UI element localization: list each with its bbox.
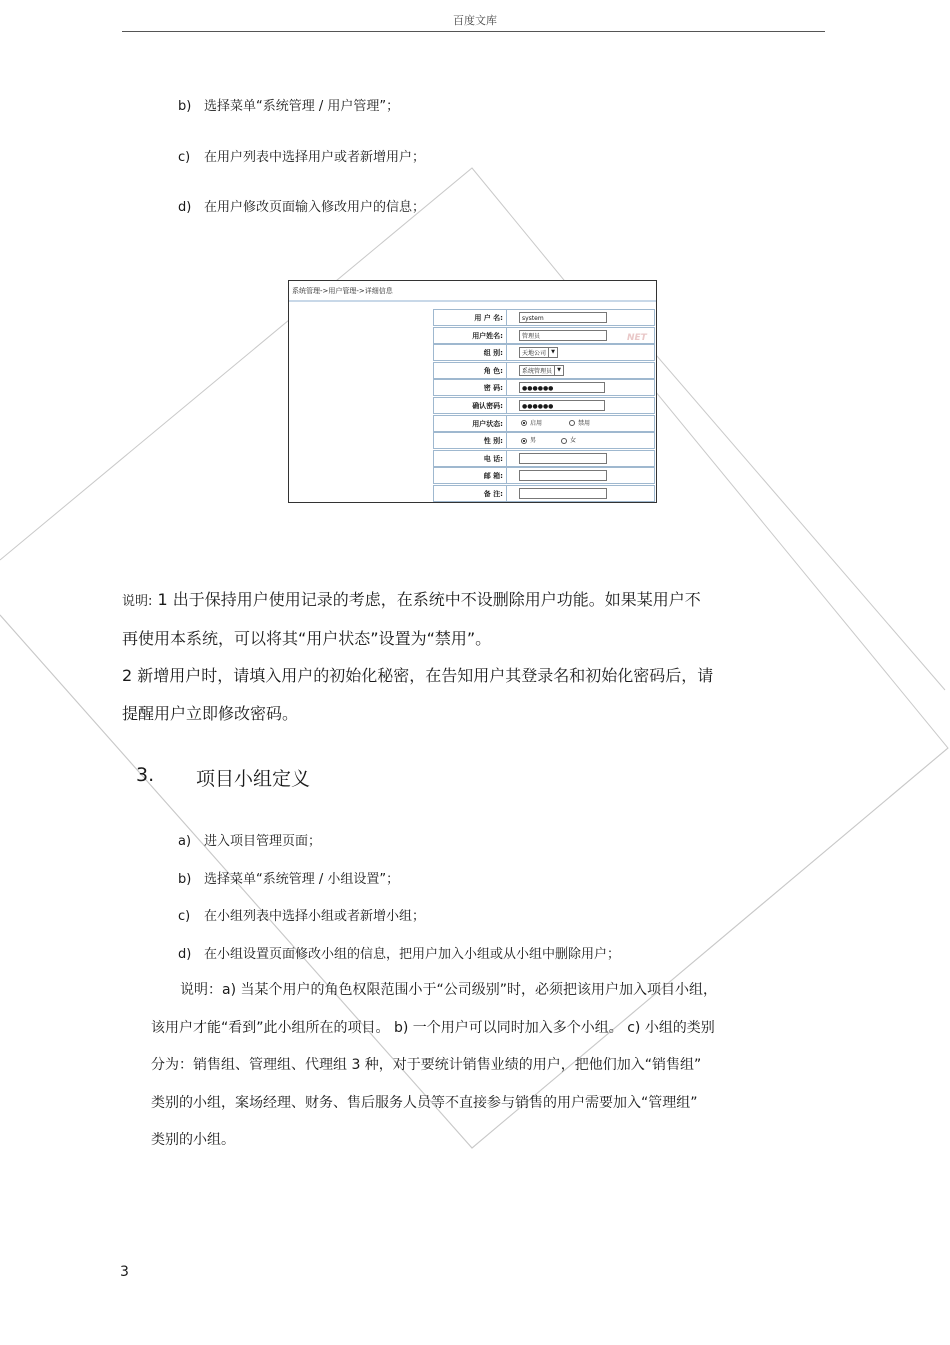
step-text: 选择菜单“系统管理 / 用户管理”； [204,99,400,114]
field-label: 用 户 名: [433,309,507,326]
step-text: 选择菜单“系统管理 / 小组设置”； [204,872,400,887]
remark-input[interactable] [519,488,607,499]
step-text: 在小组设置页面修改小组的信息，把用户加入小组或从小组中删除用户； [204,947,621,962]
step-label: b) [178,99,192,114]
figure-breadcrumb: 系统管理->用户管理->详细信息 [292,287,393,295]
step-label: d) [178,200,192,215]
status-disabled-radio[interactable] [569,418,590,429]
field-row-remark [433,485,655,503]
field-row-group [433,344,655,362]
note-line-3: 分为：销售组、管理组、代理组 3 种，对于要统计销售业绩的用户，把他们加入“销售组” [151,1057,702,1073]
chevron-down-icon: ▼ [548,348,557,357]
gender-male-radio[interactable] [521,435,536,446]
step-label: a) [178,834,192,849]
email-input[interactable] [519,470,607,481]
field-row-username [433,309,655,327]
role-select-value: 系统管理员 [522,367,553,375]
explanation-line-2: 再使用本系统，可以将其“用户状态”设置为“禁用”。 [122,629,492,648]
field-row-email [433,467,655,485]
field-row-phone [433,450,655,468]
radio-label: 男 [530,437,537,445]
step-a-bottom [178,830,321,849]
step-label: d) [178,947,192,962]
explanation-line-1 [122,587,701,610]
field-label: 组 别: [433,344,507,361]
field-label: 用户状态: [433,415,507,432]
radio-unchecked-icon [561,438,567,444]
user-detail-screenshot [288,280,657,503]
section-number: 3. [136,764,155,786]
step-d-bottom [178,943,620,962]
field-row-confirm-password [433,397,655,415]
explanation-line-3: 2 新增用户时，请填入用户的初始化秘密，在告知用户其登录名和初始化密码后，请 [122,666,714,685]
note-line-1: 说明：a) 当某个用户的角色权限范围小于“公司级别”时，必须把该用户加入项目小组， [180,982,717,998]
note-line-4: 类别的小组，案场经理、财务、售后服务人员等不直接参与销售的用户需要加入“管理组” [151,1095,698,1111]
step-b-top [178,95,399,114]
username-input[interactable]: system [519,312,607,323]
step-d-top [178,196,425,215]
radio-label: 禁用 [578,419,591,427]
step-b-bottom [178,868,399,887]
step-label: c) [178,909,191,924]
field-label: 性 别: [433,432,507,449]
role-select[interactable] [519,365,564,376]
field-row-role [433,362,655,380]
explanation-prefix: 说明: [122,594,153,609]
step-label: c) [178,150,191,165]
field-label: 备 注: [433,485,507,502]
note-line-2: 该用户才能“看到”此小组所在的项目。 b) 一个用户可以同时加入多个小组。 c) 小组的类别 [151,1020,715,1036]
field-label: 确认密码: [433,397,507,414]
field-row-password [433,379,655,397]
explanation-line-4: 提醒用户立即修改密码。 [122,704,299,723]
radio-label: 启用 [530,419,543,427]
group-select-value: 天地公司 [522,350,547,358]
step-label: b) [178,872,192,887]
status-enabled-radio[interactable] [521,418,542,429]
page-number: 3 [120,1264,129,1280]
header-title: 百度文库 [453,14,497,27]
step-c-top [178,146,425,165]
radio-checked-icon [521,420,527,426]
figure-header-rule [289,300,656,302]
step-text: 在小组列表中选择小组或者新增小组； [204,909,426,924]
figure-watermark: NET [627,333,647,343]
field-row-fullname [433,327,655,345]
radio-checked-icon [521,438,527,444]
field-label: 密 码: [433,379,507,396]
explanation-text: 1 出于保持用户使用记录的考虑，在系统中不设删除用户功能。如果某用户不 [152,590,701,609]
field-label: 电 话: [433,450,507,467]
chevron-down-icon: ▼ [554,366,563,375]
group-select[interactable] [519,347,558,358]
step-text: 在用户列表中选择用户或者新增用户； [204,150,426,165]
confirm-password-input[interactable]: ●●●●●● [519,400,605,411]
field-label: 角 色: [433,362,507,379]
gender-female-radio[interactable] [561,435,576,446]
step-c-bottom [178,905,425,924]
header-rule [122,31,825,32]
phone-input[interactable] [519,453,607,464]
radio-label: 女 [570,437,577,445]
step-text: 在用户修改页面输入修改用户的信息； [204,200,426,215]
field-row-gender [433,432,655,450]
section-title: 项目小组定义 [196,768,311,790]
field-label: 邮 箱: [433,467,507,484]
field-label: 用户姓名: [433,327,507,344]
radio-unchecked-icon [569,420,575,426]
fullname-input[interactable]: 管理员 [519,330,607,341]
note-line-5: 类别的小组。 [151,1132,235,1148]
password-input[interactable]: ●●●●●● [519,382,605,393]
step-text: 进入项目管理页面； [204,834,322,849]
field-row-status [433,415,655,433]
